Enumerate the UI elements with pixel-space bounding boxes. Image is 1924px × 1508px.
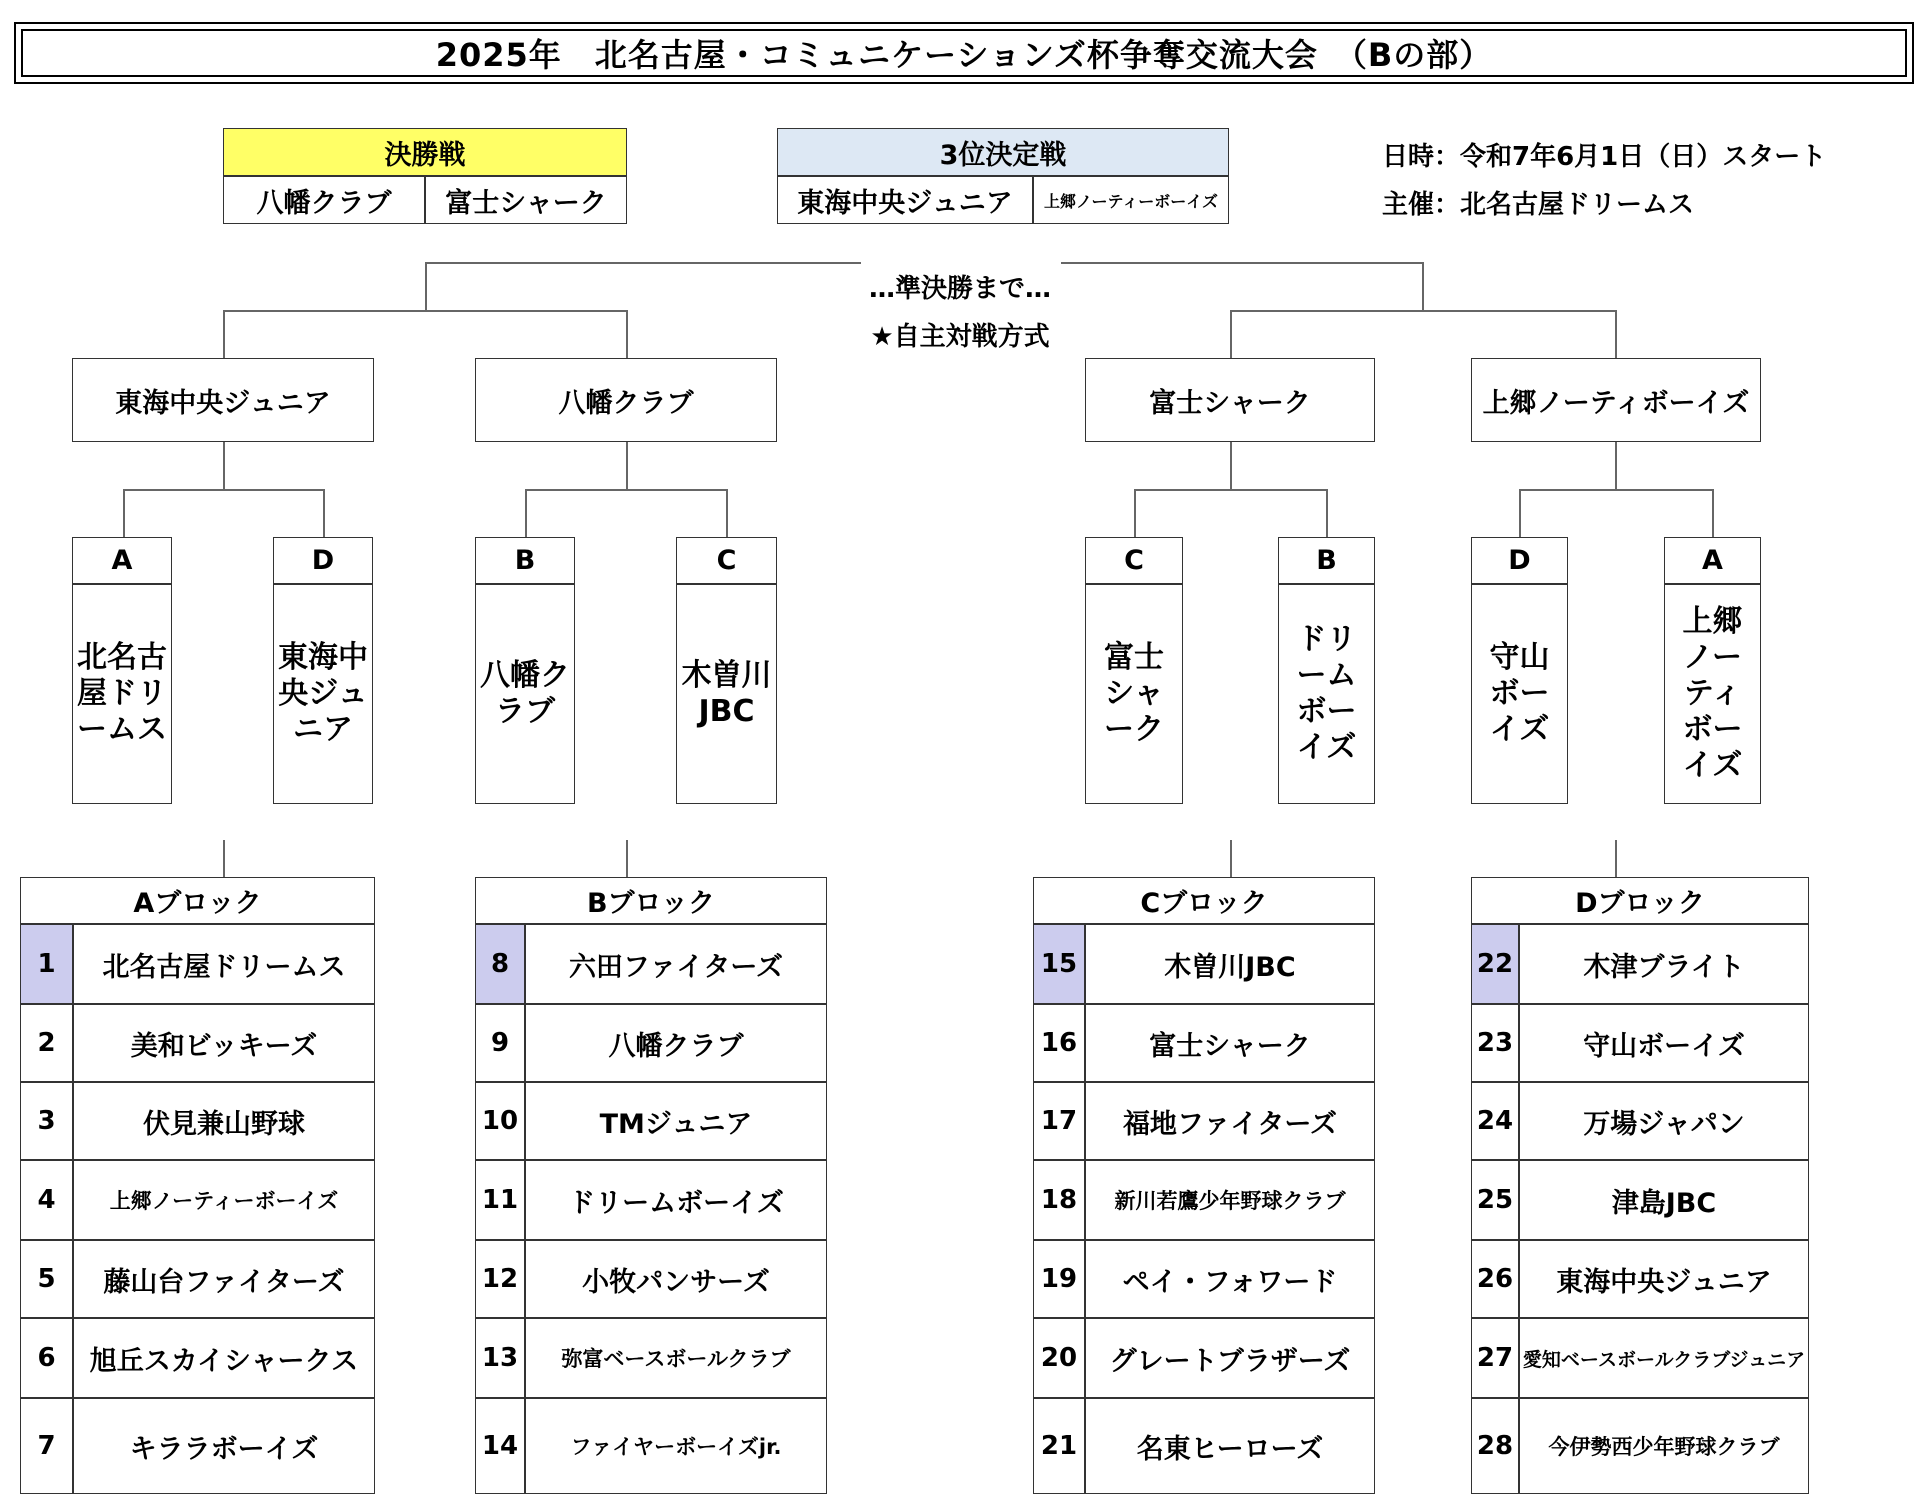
team-name: 木曽川JBC [1085, 924, 1375, 1004]
team-name: 木津ブライト [1519, 924, 1809, 1004]
semifinal-team-2: 八幡クラブ [475, 358, 777, 442]
seed-number: 3 [20, 1082, 73, 1160]
seed-number: 23 [1471, 1004, 1519, 1082]
team-name: 富士シャーク [1085, 1004, 1375, 1082]
seed-number: 27 [1471, 1318, 1519, 1398]
block-connector [1615, 840, 1617, 878]
bracket-line [223, 310, 627, 312]
quarter-letter-3: B [475, 537, 575, 584]
seed-number: 2 [20, 1004, 73, 1082]
team-name: ペイ・フォワード [1085, 1240, 1375, 1318]
seed-number: 20 [1033, 1318, 1085, 1398]
seed-number: 6 [20, 1318, 73, 1398]
team-name: ファイヤーボーイズjr. [525, 1398, 827, 1494]
quarter-team-3: 八幡クラブ [475, 584, 575, 804]
seed-number: 21 [1033, 1398, 1085, 1494]
seed-number: 17 [1033, 1082, 1085, 1160]
block-header: Dブロック [1471, 877, 1809, 924]
team-name: 小牧パンサーズ [525, 1240, 827, 1318]
team-name: 万場ジャパン [1519, 1082, 1809, 1160]
quarter-team-1: 北名古屋ドリームス [72, 584, 172, 804]
quarter-team-4: 木曽川JBC [676, 584, 777, 804]
seed-number: 14 [475, 1398, 525, 1494]
team-name: 津島JBC [1519, 1160, 1809, 1240]
block-connector [1230, 840, 1232, 878]
team-name: 愛知ベースボールクラブジュニア [1519, 1318, 1809, 1398]
bracket-line [1326, 489, 1328, 537]
semifinal-team-3: 富士シャーク [1085, 358, 1375, 442]
bracket-line [525, 489, 527, 537]
bracket-line [425, 262, 861, 264]
team-name: 藤山台ファイターズ [73, 1240, 375, 1318]
quarter-letter-1: A [72, 537, 172, 584]
title-frame [14, 22, 1914, 84]
block-connector [223, 840, 225, 878]
seed-number: 26 [1471, 1240, 1519, 1318]
team-name: 北名古屋ドリームス [73, 924, 375, 1004]
bracket-line [425, 262, 427, 310]
semifinal-team-1: 東海中央ジュニア [72, 358, 374, 442]
bracket-line [223, 310, 225, 358]
block-header: Aブロック [20, 877, 375, 924]
quarter-team-2: 東海中央ジュニア [273, 584, 373, 804]
team-name: ドリームボーイズ [525, 1160, 827, 1240]
seed-number: 5 [20, 1240, 73, 1318]
seed-number: 12 [475, 1240, 525, 1318]
team-name: 東海中央ジュニア [1519, 1240, 1809, 1318]
quarter-team-8: 上郷ノーティボーイズ [1664, 584, 1761, 804]
bracket-line [1712, 489, 1714, 537]
seed-number: 28 [1471, 1398, 1519, 1494]
bracket-line [1134, 489, 1136, 537]
quarter-team-5: 富士シャーク [1085, 584, 1183, 804]
team-name: 福地ファイターズ [1085, 1082, 1375, 1160]
final-team-2: 富士シャーク [425, 176, 627, 224]
team-name: 旭丘スカイシャークス [73, 1318, 375, 1398]
bracket-line [626, 442, 628, 490]
team-name: 新川若鷹少年野球クラブ [1085, 1160, 1375, 1240]
seed-number: 11 [475, 1160, 525, 1240]
page-title: 2025年 北名古屋・コミュニケーションズ杯争奪交流大会 （Bの部） [21, 29, 1907, 77]
seed-number: 9 [475, 1004, 525, 1082]
seed-number: 18 [1033, 1160, 1085, 1240]
team-name: キララボーイズ [73, 1398, 375, 1494]
format-note: ★自主対戦方式 [870, 322, 1050, 352]
team-name: 八幡クラブ [525, 1004, 827, 1082]
team-name: 今伊勢西少年野球クラブ [1519, 1398, 1809, 1494]
team-name: 六田ファイターズ [525, 924, 827, 1004]
seed-number: 22 [1471, 924, 1519, 1004]
team-name: 弥富ベースボールクラブ [525, 1318, 827, 1398]
quarter-letter-2: D [273, 537, 373, 584]
bracket-line [1422, 262, 1424, 310]
quarter-letter-7: D [1471, 537, 1568, 584]
bracket-line [1615, 310, 1617, 358]
seed-number: 7 [20, 1398, 73, 1494]
seed-number: 24 [1471, 1082, 1519, 1160]
seed-number: 4 [20, 1160, 73, 1240]
bracket-line [1519, 489, 1521, 537]
bracket-line [1230, 310, 1232, 358]
semifinal-note: …準決勝まで… [868, 274, 1051, 304]
seed-number: 15 [1033, 924, 1085, 1004]
quarter-letter-8: A [1664, 537, 1761, 584]
quarter-team-6: ドリームボーイズ [1278, 584, 1375, 804]
team-name: 伏見兼山野球 [73, 1082, 375, 1160]
seed-number: 16 [1033, 1004, 1085, 1082]
quarter-letter-6: B [1278, 537, 1375, 584]
seed-number: 25 [1471, 1160, 1519, 1240]
seed-number: 13 [475, 1318, 525, 1398]
bracket-line [223, 442, 225, 490]
third-place-team-1: 東海中央ジュニア [777, 176, 1033, 224]
team-name: 名東ヒーローズ [1085, 1398, 1375, 1494]
team-name: 美和ビッキーズ [73, 1004, 375, 1082]
team-name: 上郷ノーティーボーイズ [73, 1160, 375, 1240]
date-info: 日時：令和7年6月1日（日）スタート [1382, 142, 1827, 172]
seed-number: 8 [475, 924, 525, 1004]
bracket-line [525, 489, 727, 491]
bracket-line [1230, 442, 1232, 490]
bracket-line [1134, 489, 1327, 491]
bracket-line [1061, 262, 1423, 264]
bracket-line [626, 310, 628, 358]
quarter-letter-4: C [676, 537, 777, 584]
final-team-1: 八幡クラブ [223, 176, 425, 224]
final-label: 決勝戦 [223, 128, 627, 176]
seed-number: 19 [1033, 1240, 1085, 1318]
block-header: Bブロック [475, 877, 827, 924]
quarter-team-7: 守山ボーイズ [1471, 584, 1568, 804]
bracket-line [123, 489, 125, 537]
seed-number: 1 [20, 924, 73, 1004]
block-connector [626, 840, 628, 878]
bracket-line [726, 489, 728, 537]
bracket-line [323, 489, 325, 537]
semifinal-team-4: 上郷ノーティボーイズ [1471, 358, 1761, 442]
third-place-label: 3位決定戦 [777, 128, 1229, 176]
bracket-line [1615, 442, 1617, 490]
host-info: 主催：北名古屋ドリームス [1382, 190, 1695, 220]
team-name: TMジュニア [525, 1082, 827, 1160]
block-header: Cブロック [1033, 877, 1375, 924]
bracket-line [1519, 489, 1713, 491]
team-name: グレートブラザーズ [1085, 1318, 1375, 1398]
bracket-line [123, 489, 324, 491]
team-name: 守山ボーイズ [1519, 1004, 1809, 1082]
bracket-line [1230, 310, 1616, 312]
seed-number: 10 [475, 1082, 525, 1160]
quarter-letter-5: C [1085, 537, 1183, 584]
third-place-team-2: 上郷ノーティーボーイズ [1033, 176, 1229, 224]
